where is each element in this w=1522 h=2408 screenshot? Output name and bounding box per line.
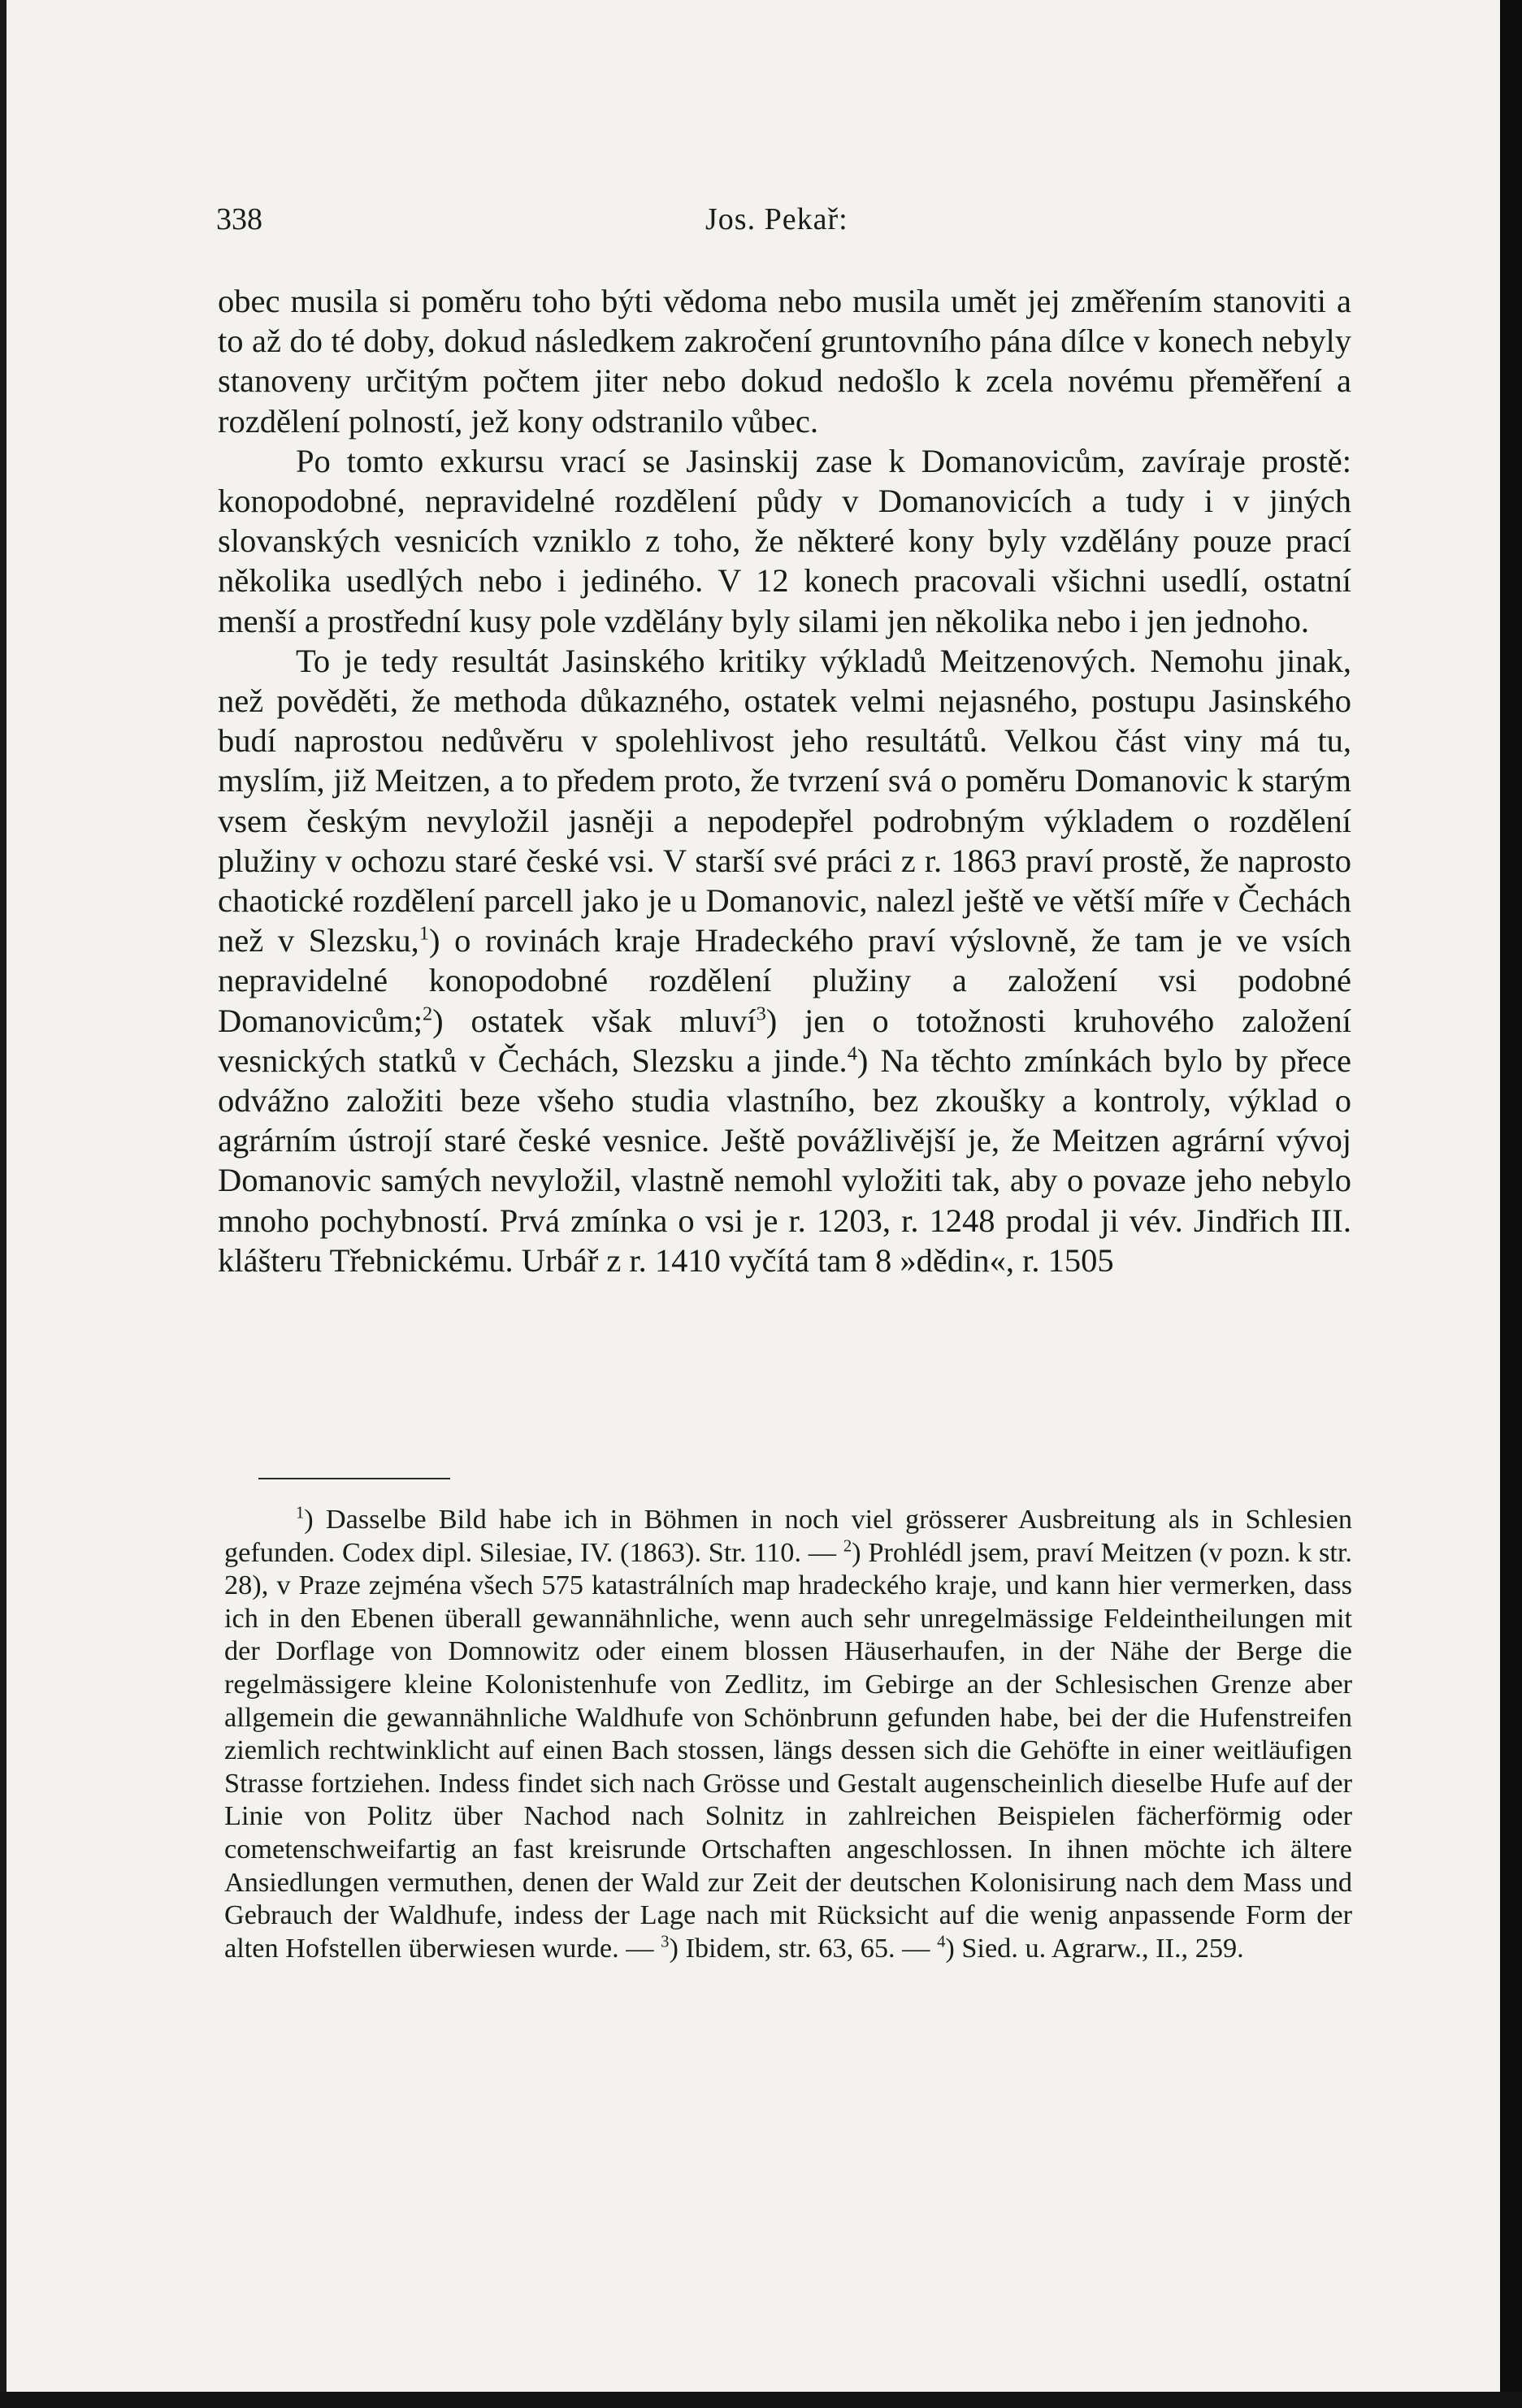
footnote-text-3: ) Ibidem, str. 63, 65. — [669, 1932, 938, 1964]
footnote-ref-4: 4 [847, 1042, 857, 1065]
footnote-mark-3: 3 [661, 1933, 670, 1951]
page-number: 338 [216, 202, 262, 236]
footnote-mark-4: 4 [937, 1933, 946, 1951]
scan-edge-right [1500, 0, 1522, 2408]
footnote-text-1: ) Dasselbe Bild habe ich in Böhmen in noch viel grösserer Ausbreitung als in Schlesien gefunden. Codex dipl. Silesiae, IV. (1863). Str. 110. — [224, 1504, 1352, 1568]
main-text [218, 281, 1351, 1280]
footnote-ref-2: 2 [422, 1003, 433, 1025]
paragraph-2: Po tomto exkursu vrací se Jasinskij zase k Domanovicům, zavíraje prostě: konopodobné, nepravidelné rozdělení půdy v Domanovicích a tudy i v jiných slovanských vesnicích vzniklo z toho, že některé kony byly vzdělány pouze prací několika usedlých nebo i jediného. V 12 konech pracovali všichni usedlí, ostatní menší a prostřední kusy pole vzdělány byly silami jen několika nebo i jen jednoho. [218, 442, 1351, 639]
footnotes [224, 1503, 1352, 1964]
paragraph-3-text-e: ) Na těchto zmínkách bylo by přece odvážno založiti beze všeho studia vlastního, bez zkoušky a kontroly, výklad o agrárním ústrojí staré české vesnice. Ještě povážlivější je, že Meitzen agrární vývoj Domanovic samých nevyložil, vlastně nemohl vyložiti tak, aby o povaze jeho nebylo mnoho pochybností. Prvá zmínka o vsi je r. 1203, r. 1248 prodal ji vév. Jindřich III. klášteru Třebnickému. Urbář z r. 1410 vyčítá tam 8 »dědin«, r. 1505 [218, 1042, 1351, 1279]
paragraph-1: obec musila si poměru toho býti vědoma nebo musila umět jej změřením stanoviti a to až do té doby, dokud následkem zakročení gruntovního pána dílce v konech nebyly stanoveny určitým počtem jiter nebo dokud nedošlo k zcela novému přeměření a rozdělení polností, jež kony odstranilo vůbec. [218, 283, 1351, 440]
footnote-ref-1: 1 [418, 922, 429, 945]
footnote-divider [258, 1478, 450, 1479]
running-head: Jos. Pekař: [705, 202, 848, 236]
paragraph-3-text-d: ) jen o totožnosti kruhového založení vesnických statků v Čechách, Slezsku a jinde. [218, 1002, 1351, 1079]
footnote-ref-3: 3 [756, 1003, 766, 1025]
page-header [216, 201, 1362, 250]
paragraph-3-text-c: ) ostatek však mluví [432, 1002, 757, 1039]
scan-edge-bottom [0, 2392, 1522, 2408]
footnote-mark-2: 2 [843, 1537, 852, 1556]
paragraph-3-text-a: To je tedy resultát Jasinského kritiky výkladů Meitzenových. Nemohu jinak, než pověděti, že methoda důkazného, ostatek velmi nejasného, postupu Jasinského budí naprostou nedůvěru v spolehlivost jeho resultátů. Velkou část viny má tu, myslím, již Meitzen, a to předem proto, že tvrzení svá o poměru Domanovic k starým vsem českým nevyložil jasněji a nepodepřel podrobným výkladem o rozdělení plužiny v ochozu staré české vsi. V starší své práci z r. 1863 praví prostě, že naprosto chaotické rozdělení parcell jako je u Domanovic, nalezl ještě ve větší míře v Čechách než v Slezsku, [218, 642, 1351, 959]
paragraph-3 [218, 641, 1351, 1280]
paragraph-3-text-b: ) o rovinách kraje Hradeckého praví výslovně, že tam je ve vsích nepravidelné konopodobné rozdělení plužiny a založení vsi podobné Domanovicům; [218, 922, 1351, 1039]
footnote-text-4: ) Sied. u. Agrarw., II., 259. [945, 1932, 1244, 1964]
footnote-mark-1: 1 [296, 1504, 305, 1522]
footnote-block [224, 1503, 1352, 1964]
book-page [7, 0, 1500, 2392]
footnote-text-2: ) Prohlédl jsem, praví Meitzen (v pozn. k str. 28), v Praze zejména všech 575 katastrálních map hradeckého kraje, und kann hier vermerken, dass ich in den Ebenen überall gewannähnliche, wenn auch sehr unregelmässige Feldeintheilungen mit der Dorflage von Domnowitz oder einem blossen Häuserhaufen, in der Nähe der Berge die regelmässigere kleine Kolonistenhufe von Zedlitz, im Gebirge an der Schlesischen Grenze aber allgemein die gewannähnliche Waldhufe von Schönbrunn gefunden habe, bei der die Hufenstreifen ziemlich rechtwinklicht auf einen Bach stossen, längs dessen sich die Gehöfte in einer weitläufigen Strasse fortziehen. Indess findet sich nach Grösse und Gestalt augenscheinlich dieselbe Hufe auf der Linie von Politz über Nachod nach Solnitz in zahlreichen Beispielen fächerförmig oder cometenschweifartig an fast kreisrunde Ortschaften angeschlossen. In ihnen möchte ich ältere Ansiedlungen vermuthen, denen der Wald zur Zeit der deutschen Kolonisirung nach dem Mass und Gebrauch der Waldhufe, indess der Lage nach mit Rücksicht auf die wenig anpassende Form der alten Hofstellen überwiesen wurde. — [224, 1536, 1352, 1964]
